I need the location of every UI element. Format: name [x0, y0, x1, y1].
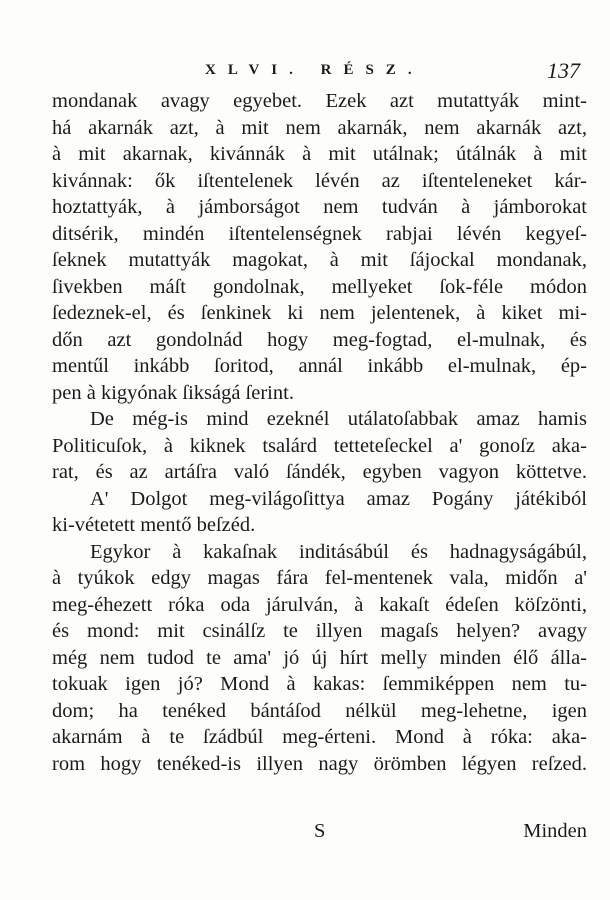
text-line: akarnám à te ſzádbúl meg-érteni. Mond à róka: aka- [52, 726, 587, 748]
text-line: mentűl inkább ſoritod, annál inkább el-mulnak, ép- [52, 355, 587, 377]
text-line: De még-is mind ezeknél utálatoſabbak amaz hamis [90, 408, 587, 430]
text-line: dőn azt gondolnád hogy meg-fogtad, el-mulnak, és [52, 328, 587, 351]
text-line: à mit akarnak, kivánnák à mit utálnak; útálnák à mit [52, 143, 587, 165]
text-line: pen à kigyónak ſikságá ſerint. [52, 381, 294, 404]
text-line: à tyúkok edgy magas fára fel-mentenek vala, midőn a' [52, 567, 587, 589]
body-text [52, 88, 587, 777]
text-line: mondanak avagy egyebet. Ezek azt mutattyák mint- [52, 90, 587, 112]
text-line: A' Dolgot meg-világoſittya amaz Pogány játékiból [90, 487, 587, 510]
text-line: hoztattyák, à jámborságot nem tudván à jámborokat [52, 196, 587, 218]
text-line: rom hogy tenéked-is illyen nagy örömben légyen reſzed. [52, 752, 587, 775]
text-line: kivánnak: ők iſtentelenek lévén az iſtenteleneket kár- [52, 169, 587, 192]
text-line: há akarnák azt, à mit nem akarnák, nem akarnák azt, [52, 116, 587, 139]
text-line: Egykor à kakaſnak inditásábúl és hadnagyságábúl, [90, 540, 587, 563]
page-header [55, 58, 590, 88]
text-line: dom; ha tenéked bántáſod nélkül meg-lehetne, igen [52, 699, 587, 722]
text-line: ditsérik, mindén iſtentelenségnek rabjai lévén kegyeſ- [52, 222, 587, 245]
text-line: Politicuſok, à kiknek tsalárd tetteteſeckel a' gonoſz aka- [52, 434, 587, 457]
text-line: rat, és az artáſra való ſándék, egyben vagyon köttetve. [52, 461, 587, 483]
catchword: Minden [523, 820, 587, 842]
running-title: XLVI. RÉSZ. [205, 62, 424, 78]
text-line: ſeknek mutattyák magokat, à mit ſájockal mondanak, [52, 249, 587, 271]
text-line: meg-éhezett róka oda járulván, à kakaſt édeſen köſzönti, [52, 593, 587, 616]
text-line: tokuak igen jó? Mond à kakas: ſemmiképpen nem tu- [52, 673, 587, 695]
page-footer [52, 820, 587, 850]
text-line: ki-vétetett mentő beſzéd. [52, 514, 256, 536]
page-number: 137 [547, 58, 580, 83]
text-line: és mond: mit csinálſz te illyen magaſs helyen? avagy [52, 620, 587, 642]
text-line: még nem tudod te ama' jó új hírt melly minden élő álla- [52, 646, 587, 669]
text-line: ſivekben máſt gondolnak, mellyeket ſok-féle módon [52, 275, 587, 298]
text-line: ſedeznek-el, és ſenkinek ki nem jelentenek, à kiket mi- [52, 302, 587, 324]
signature-mark: S [314, 820, 326, 842]
